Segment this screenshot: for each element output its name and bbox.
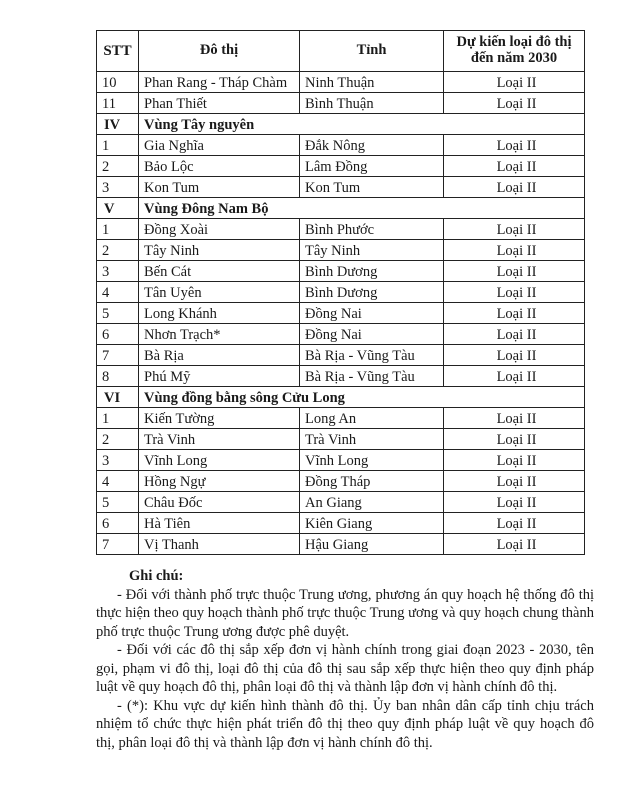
table-row [97, 282, 585, 303]
province-cell: Đắk Nông [300, 135, 444, 156]
row-number: 8 [97, 366, 139, 387]
city-cell: Đồng Xoài [139, 219, 300, 240]
header-class-line1: Dự kiến loại đô thị [456, 34, 572, 51]
province-cell: Lâm Đồng [300, 156, 444, 177]
city-cell: Tây Ninh [139, 240, 300, 261]
table-row [97, 135, 585, 156]
row-number: 4 [97, 282, 139, 303]
row-number: 4 [97, 471, 139, 492]
table-row [97, 72, 585, 93]
city-cell: Châu Đốc [139, 492, 300, 513]
city-cell: Hồng Ngự [139, 471, 300, 492]
row-number: 7 [97, 345, 139, 366]
class-cell: Loại II [444, 345, 585, 366]
header-city: Đô thị [139, 31, 300, 72]
region-number: VI [97, 387, 139, 408]
class-cell: Loại II [444, 282, 585, 303]
class-cell: Loại II [444, 156, 585, 177]
row-number: 6 [97, 513, 139, 534]
row-number: 3 [97, 177, 139, 198]
province-cell: Đồng Nai [300, 324, 444, 345]
table-row [97, 324, 585, 345]
city-cell: Bến Cát [139, 261, 300, 282]
class-cell: Loại II [444, 303, 585, 324]
city-cell: Kon Tum [139, 177, 300, 198]
province-cell: Trà Vinh [300, 429, 444, 450]
row-number: 5 [97, 303, 139, 324]
province-cell: Hậu Giang [300, 534, 444, 555]
class-cell: Loại II [444, 408, 585, 429]
province-cell: Bình Thuận [300, 93, 444, 114]
table-row [97, 177, 585, 198]
province-cell: Bà Rịa - Vũng Tàu [300, 366, 444, 387]
region-name: Vùng Đông Nam Bộ [139, 198, 585, 219]
class-cell: Loại II [444, 324, 585, 345]
row-number: 3 [97, 261, 139, 282]
class-cell: Loại II [444, 513, 585, 534]
region-row [97, 387, 585, 408]
province-cell: Bình Dương [300, 282, 444, 303]
province-cell: Bình Phước [300, 219, 444, 240]
region-number: V [97, 198, 139, 219]
row-number: 2 [97, 429, 139, 450]
province-cell: Bà Rịa - Vũng Tàu [300, 345, 444, 366]
region-row [97, 198, 585, 219]
row-number: 2 [97, 156, 139, 177]
table-row [97, 219, 585, 240]
header-province: Tỉnh [300, 31, 444, 72]
class-cell: Loại II [444, 429, 585, 450]
province-cell: Ninh Thuận [300, 72, 444, 93]
class-cell: Loại II [444, 492, 585, 513]
city-cell: Gia Nghĩa [139, 135, 300, 156]
class-cell: Loại II [444, 261, 585, 282]
row-number: 2 [97, 240, 139, 261]
city-cell: Tân Uyên [139, 282, 300, 303]
table-row [97, 366, 585, 387]
note-item: - Đối với các đô thị sắp xếp đơn vị hành chính trong giai đoạn 2023 - 2030, tên gọi, phạm vi đô thị, loại đô thị của đô thị sau sắp xếp thực hiện theo quy định pháp luật về quy hoạch đô thị, phân loại đô thị và thành lập đơn vị hành chính đô thị. [96, 642, 594, 695]
table-row [97, 156, 585, 177]
province-cell: Bình Dương [300, 261, 444, 282]
table-row [97, 534, 585, 555]
city-cell: Phan Thiết [139, 93, 300, 114]
province-cell: Kiên Giang [300, 513, 444, 534]
city-cell: Bà Rịa [139, 345, 300, 366]
class-cell: Loại II [444, 366, 585, 387]
header-expected-class [444, 31, 585, 72]
province-cell: An Giang [300, 492, 444, 513]
table-row [97, 261, 585, 282]
table-row [97, 492, 585, 513]
region-name: Vùng đồng bằng sông Cửu Long [139, 387, 585, 408]
region-row [97, 114, 585, 135]
region-name: Vùng Tây nguyên [139, 114, 585, 135]
row-number: 11 [97, 93, 139, 114]
notes-section [96, 567, 594, 752]
table-row [97, 450, 585, 471]
city-cell: Kiến Tường [139, 408, 300, 429]
header-stt: STT [97, 31, 139, 72]
row-number: 5 [97, 492, 139, 513]
province-cell: Đồng Nai [300, 303, 444, 324]
row-number: 3 [97, 450, 139, 471]
city-cell: Vị Thanh [139, 534, 300, 555]
province-cell: Kon Tum [300, 177, 444, 198]
city-cell: Phú Mỹ [139, 366, 300, 387]
note-item: - (*): Khu vực dự kiến hình thành đô thị. Ủy ban nhân dân cấp tỉnh chịu trách nhiệm tổ chức thực hiện phát triển đô thị theo quy định pháp luật về quy hoạch đô thị, phân loại đô thị và thành lập đơn vị hành chính đô thị. [96, 697, 594, 751]
city-cell: Vĩnh Long [139, 450, 300, 471]
row-number: 6 [97, 324, 139, 345]
province-cell: Long An [300, 408, 444, 429]
province-cell: Tây Ninh [300, 240, 444, 261]
notes-title: Ghi chú: [129, 568, 184, 584]
table-row [97, 408, 585, 429]
class-cell: Loại II [444, 93, 585, 114]
table-header-row [97, 31, 585, 72]
table-row [97, 240, 585, 261]
class-cell: Loại II [444, 72, 585, 93]
row-number: 10 [97, 72, 139, 93]
class-cell: Loại II [444, 240, 585, 261]
table-row [97, 303, 585, 324]
table-body [97, 72, 585, 555]
class-cell: Loại II [444, 450, 585, 471]
city-cell: Long Khánh [139, 303, 300, 324]
class-cell: Loại II [444, 219, 585, 240]
city-cell: Hà Tiên [139, 513, 300, 534]
class-cell: Loại II [444, 471, 585, 492]
row-number: 7 [97, 534, 139, 555]
row-number: 1 [97, 408, 139, 429]
province-cell: Đồng Tháp [300, 471, 444, 492]
note-item: - Đối với thành phố trực thuộc Trung ương, phương án quy hoạch hệ thống đô thị thực hiện theo quy hoạch thành phố trực thuộc Trung ương và quy hoạch chung thành phố trực thuộc Trung ương được phê duyệt. [96, 586, 594, 640]
class-cell: Loại II [444, 534, 585, 555]
row-number: 1 [97, 219, 139, 240]
class-cell: Loại II [444, 135, 585, 156]
header-class-line2: đến năm 2030 [470, 50, 558, 66]
region-number: IV [97, 114, 139, 135]
table-row [97, 471, 585, 492]
city-cell: Trà Vinh [139, 429, 300, 450]
table-row [97, 513, 585, 534]
table-row [97, 93, 585, 114]
class-cell: Loại II [444, 177, 585, 198]
row-number: 1 [97, 135, 139, 156]
urban-classification-table [96, 30, 585, 555]
table-row [97, 429, 585, 450]
province-cell: Vĩnh Long [300, 450, 444, 471]
city-cell: Bảo Lộc [139, 156, 300, 177]
city-cell: Phan Rang - Tháp Chàm [139, 72, 300, 93]
city-cell: Nhơn Trạch* [139, 324, 300, 345]
table-row [97, 345, 585, 366]
